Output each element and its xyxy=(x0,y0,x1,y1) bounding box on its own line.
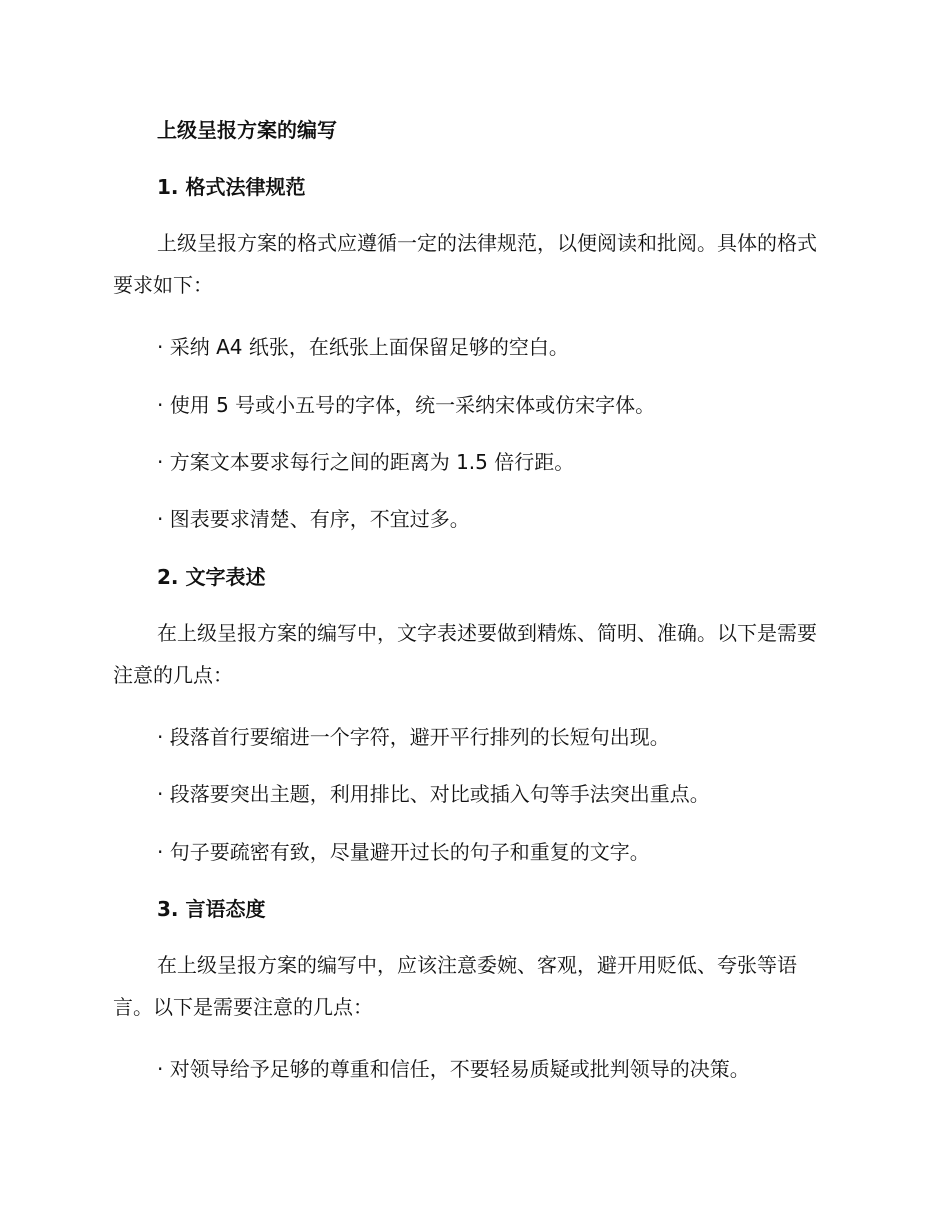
section-paragraph: 在上级呈报方案的编写中，应该注意委婉、客观，避开用贬低、夸张等语言。以下是需要注意的几点： xyxy=(113,953,797,1019)
section-paragraph: 在上级呈报方案的编写中，文字表述要做到精炼、简明、准确。以下是需要注意的几点： xyxy=(113,621,817,687)
bullet-item: · 段落首行要缩进一个字符，避开平行排列的长短句出现。 xyxy=(157,725,670,749)
bullet-item: · 句子要疏密有致，尽量避开过长的句子和重复的文字。 xyxy=(157,840,650,864)
bullet-item: · 图表要求清楚、有序，不宜过多。 xyxy=(157,507,470,531)
bullet-item: · 方案文本要求每行之间的距离为 1.5 倍行距。 xyxy=(157,450,575,474)
section-heading: 2. 文字表述 xyxy=(157,565,266,589)
section-paragraph: 上级呈报方案的格式应遵循一定的法律规范，以便阅读和批阅。具体的格式要求如下： xyxy=(113,231,817,297)
section-heading: 3. 言语态度 xyxy=(157,897,266,921)
bullet-item: · 段落要突出主题，利用排比、对比或插入句等手法突出重点。 xyxy=(157,782,710,806)
document-title: 上级呈报方案的编写 xyxy=(157,118,337,142)
section-heading: 1. 格式法律规范 xyxy=(157,175,306,199)
bullet-item: · 对领导给予足够的尊重和信任，不要轻易质疑或批判领导的决策。 xyxy=(157,1057,750,1081)
bullet-item: · 使用 5 号或小五号的字体，统一采纳宋体或仿宋字体。 xyxy=(157,393,656,417)
bullet-item: · 采纳 A4 纸张，在纸张上面保留足够的空白。 xyxy=(157,335,569,359)
